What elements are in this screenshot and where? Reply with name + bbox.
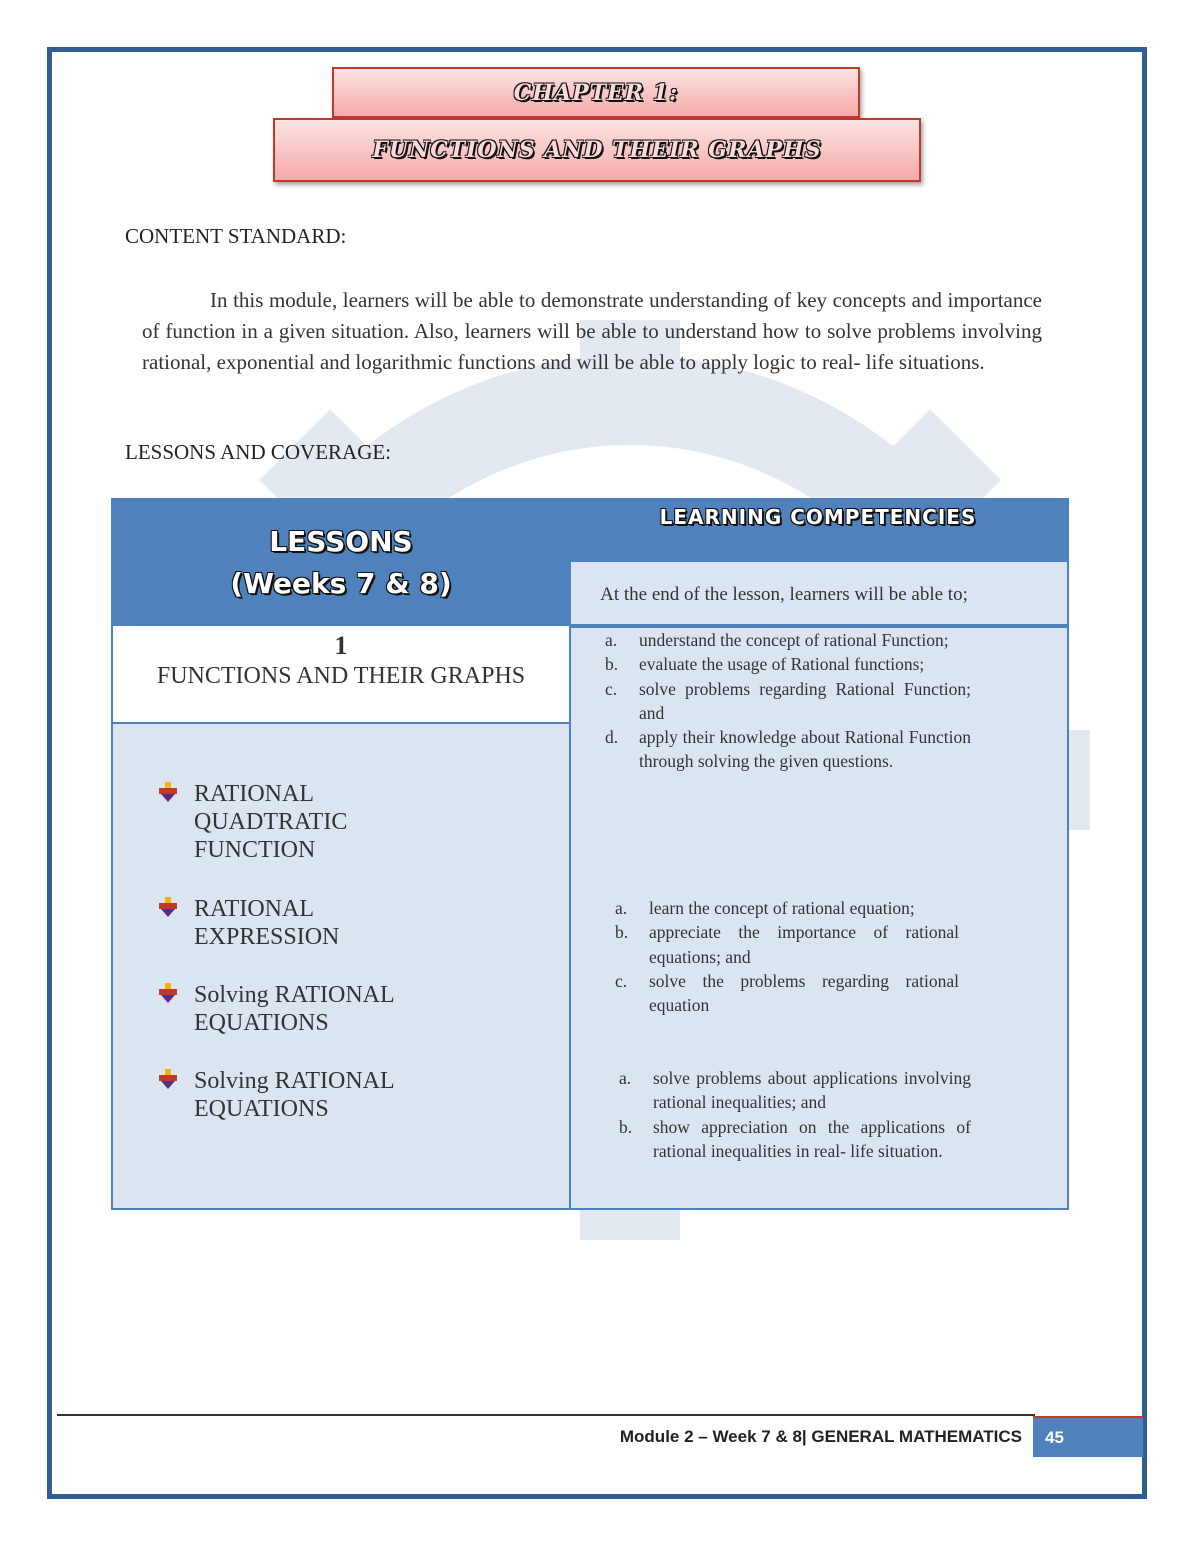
chapter-title bbox=[273, 118, 921, 182]
arrow-bullet-icon bbox=[157, 780, 194, 864]
item-text: solve the problems regarding rational equation bbox=[649, 970, 959, 1016]
lessons-header bbox=[113, 500, 569, 626]
lessons-coverage-heading: LESSONS AND COVERAGE: bbox=[125, 440, 392, 464]
lesson-title: FUNCTIONS AND THEIR GRAPHS bbox=[156, 663, 526, 689]
list-item bbox=[157, 981, 457, 1037]
item-marker: a. bbox=[605, 630, 618, 650]
list-item bbox=[619, 1066, 971, 1115]
chapter-label bbox=[332, 67, 860, 118]
list-item bbox=[605, 628, 971, 652]
list-item bbox=[619, 1115, 971, 1164]
arrow-bullet-icon bbox=[157, 981, 194, 1037]
lesson-item-label: Solving RATIONAL EQUATIONS bbox=[194, 1068, 394, 1122]
item-text: understand the concept of rational Function; bbox=[639, 630, 949, 650]
item-text: solve problems about applications involving rational inequalities; and bbox=[653, 1068, 971, 1113]
lesson-title-cell bbox=[113, 626, 569, 722]
item-text: apply their knowledge about Rational Function through solving the given questions. bbox=[639, 727, 971, 772]
item-marker: a. bbox=[619, 1068, 632, 1088]
item-marker: d. bbox=[605, 727, 619, 748]
competency-group-3 bbox=[619, 1066, 971, 1163]
list-item bbox=[157, 780, 457, 864]
lesson-item-label: RATIONAL EXPRESSION bbox=[194, 896, 340, 950]
competency-group-2 bbox=[615, 896, 959, 1017]
item-marker: b. bbox=[619, 1116, 633, 1137]
item-marker: b. bbox=[605, 654, 619, 675]
chapter-title-text: FUNCTIONS AND THEIR GRAPHS bbox=[372, 137, 822, 163]
item-text: appreciate the importance of rational equations; and bbox=[649, 922, 959, 967]
list-item bbox=[605, 652, 971, 676]
chapter-label-text: CHAPTER 1: bbox=[513, 79, 679, 106]
list-item bbox=[615, 969, 959, 1018]
list-item bbox=[615, 920, 959, 969]
competencies-cell bbox=[569, 626, 1067, 1208]
arrow-bullet-icon bbox=[157, 1067, 194, 1123]
competencies-header-text: LEARNING COMPETENCIES bbox=[659, 505, 977, 529]
competencies-header bbox=[569, 500, 1067, 562]
lesson-number: 1 bbox=[334, 631, 348, 660]
item-marker: a. bbox=[615, 898, 628, 918]
competencies-intro: At the end of the lesson, learners will be able to; bbox=[569, 562, 1067, 626]
footer-rule bbox=[57, 1414, 1035, 1416]
lessons-table bbox=[111, 498, 1069, 1210]
lessons-header-title: LESSONS bbox=[269, 525, 413, 558]
list-item bbox=[157, 895, 457, 951]
list-item bbox=[615, 896, 959, 920]
content-standard-text bbox=[142, 285, 1042, 378]
item-text: evaluate the usage of Rational functions; bbox=[639, 654, 925, 675]
item-text: show appreciation on the applications of rational inequalities in real- life situation. bbox=[653, 1116, 971, 1161]
lesson-item-label: Solving RATIONAL EQUATIONS bbox=[194, 982, 394, 1036]
item-text: solve problems regarding Rational Function; and bbox=[639, 678, 971, 723]
footer-module-title: Module 2 – Week 7 & 8| GENERAL MATHEMATICS bbox=[619, 1427, 1022, 1446]
lesson-list-cell bbox=[113, 722, 569, 1208]
item-marker: b. bbox=[615, 922, 629, 943]
list-item bbox=[605, 677, 971, 726]
list-item bbox=[157, 1067, 457, 1123]
lessons-header-weeks: (Weeks 7 & 8) bbox=[230, 567, 452, 600]
content-standard-body: In this module, learners will be able to demonstrate understanding of key concepts and importance of function in a given situation. Also, learners will be able to understand how to solve problems involving rational, exponential and logarithmic functions and will be able to apply logic to real- life situations. bbox=[142, 288, 1042, 374]
lesson-item-label: RATIONAL QUADTRATIC FUNCTION bbox=[194, 781, 348, 863]
item-text: learn the concept of rational equation; bbox=[649, 898, 915, 918]
competency-group-1 bbox=[605, 628, 971, 774]
arrow-bullet-icon bbox=[157, 895, 194, 951]
item-marker: c. bbox=[615, 970, 628, 991]
item-marker: c. bbox=[605, 678, 618, 699]
content-standard-heading: CONTENT STANDARD: bbox=[125, 224, 347, 248]
list-item bbox=[605, 725, 971, 774]
page-number: 45 bbox=[1033, 1416, 1143, 1457]
